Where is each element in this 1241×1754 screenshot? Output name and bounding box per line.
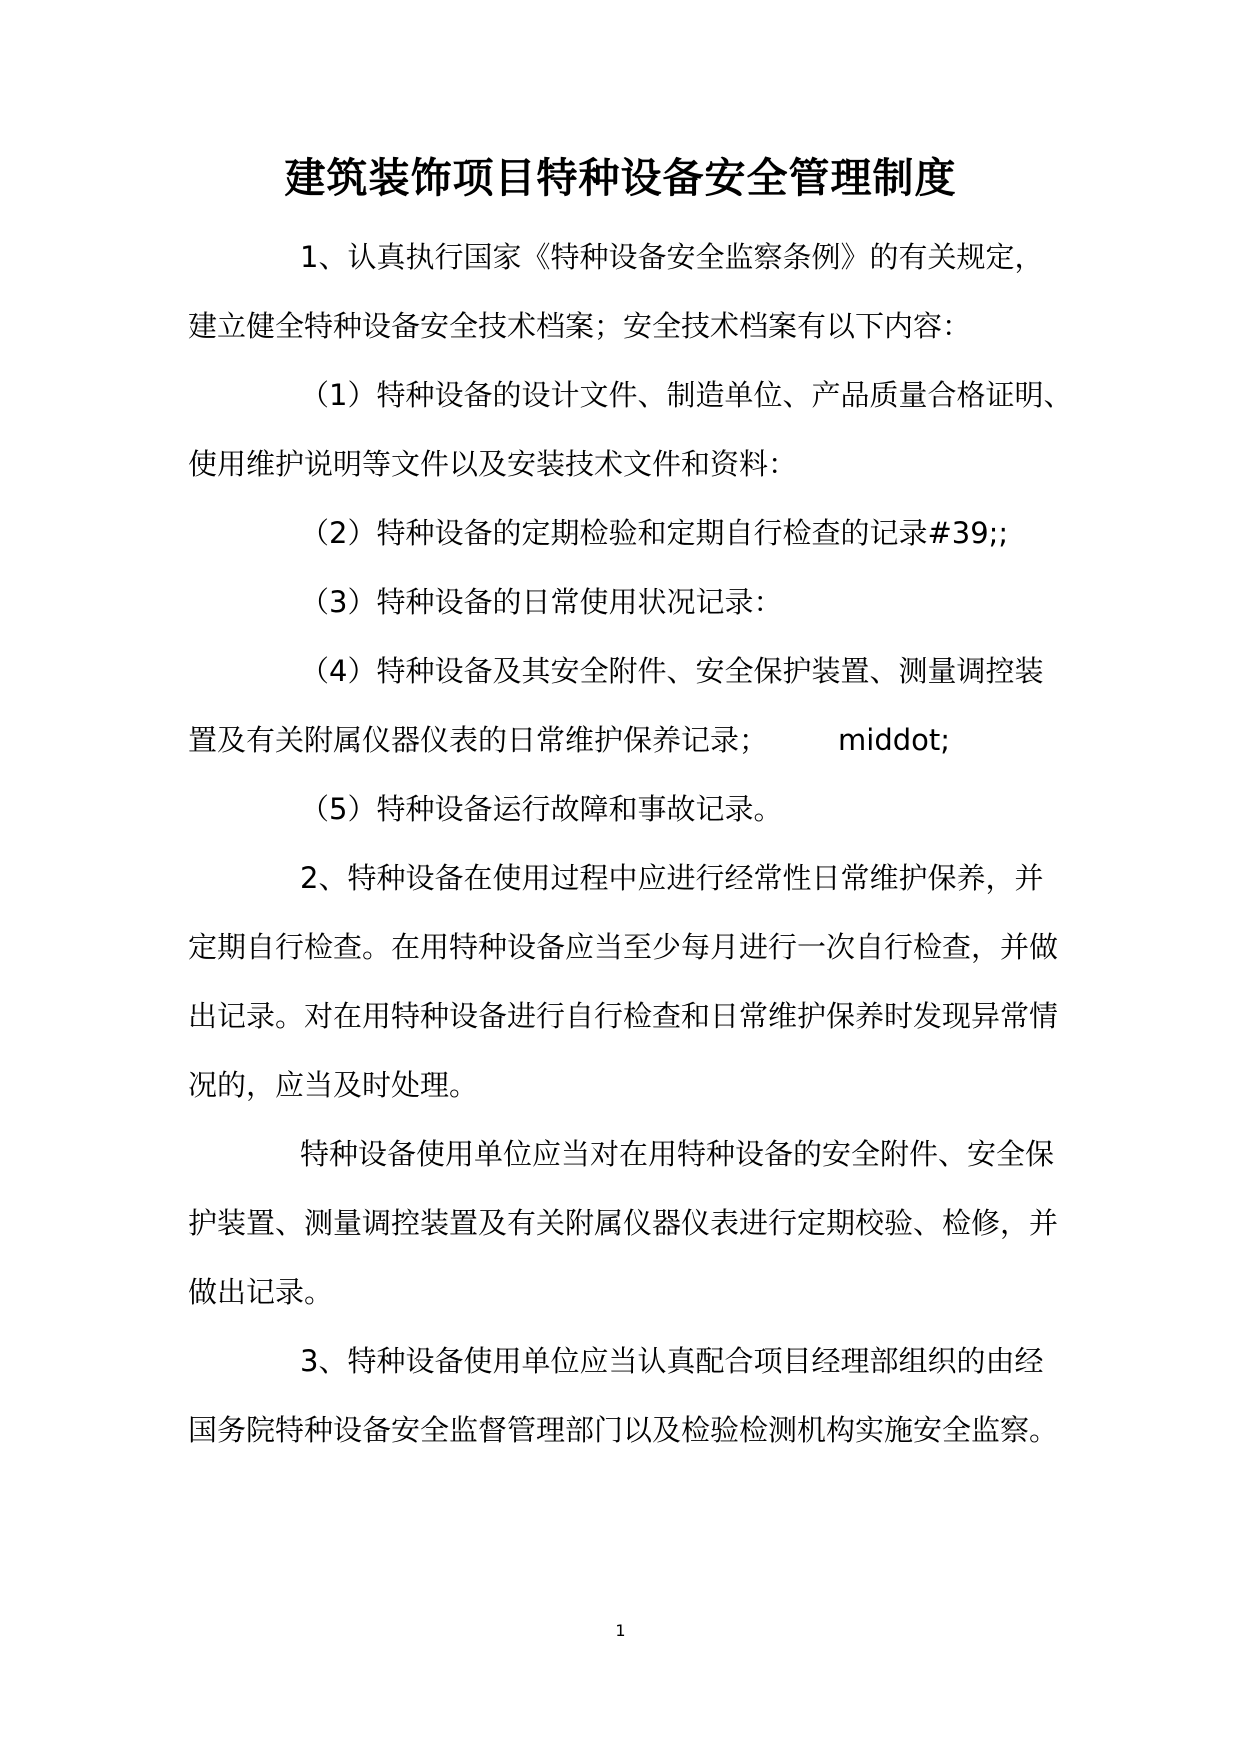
paragraph-line: 况的，应当及时处理。 <box>188 1068 479 1102</box>
paragraph-line: 国务院特种设备安全监督管理部门以及检验检测机构实施安全监察。 <box>188 1413 1059 1447</box>
paragraph-line-tail: middot; <box>838 723 951 757</box>
paragraph-line: （3）特种设备的日常使用状况记录： <box>300 585 783 619</box>
paragraph-line: （5）特种设备运行故障和事故记录。 <box>300 792 783 826</box>
page-number: 1 <box>615 1621 626 1640</box>
paragraph-line: 特种设备使用单位应当对在用特种设备的安全附件、安全保 <box>300 1137 1055 1171</box>
paragraph-line: 出记录。对在用特种设备进行自行检查和日常维护保养时发现异常情 <box>188 999 1059 1033</box>
paragraph-line: （4）特种设备及其安全附件、安全保护装置、测量调控装 <box>300 654 1044 688</box>
paragraph-line: （1）特种设备的设计文件、制造单位、产品质量合格证明、 <box>300 378 1073 412</box>
paragraph-line: 3、特种设备使用单位应当认真配合项目经理部组织的由经 <box>300 1344 1044 1378</box>
paragraph-line: 做出记录。 <box>188 1275 334 1309</box>
document-title: 建筑装饰项目特种设备安全管理制度 <box>284 154 957 202</box>
paragraph-line: 护装置、测量调控装置及有关附属仪器仪表进行定期校验、检修，并 <box>188 1206 1059 1240</box>
paragraph-line: 建立健全特种设备安全技术档案；安全技术档案有以下内容： <box>188 309 972 343</box>
paragraph-line-text: 置及有关附属仪器仪表的日常维护保养记录； <box>188 723 769 757</box>
paragraph-line: 1、认真执行国家《特种设备安全监察条例》的有关规定， <box>300 240 1044 274</box>
paragraph-line <box>188 719 1068 761</box>
paragraph-line: 使用维护说明等文件以及安装技术文件和资料： <box>188 447 798 481</box>
paragraph-line: （2）特种设备的定期检验和定期自行检查的记录#39;; <box>300 516 1009 550</box>
paragraph-line: 2、特种设备在使用过程中应进行经常性日常维护保养，并 <box>300 861 1044 895</box>
paragraph-line: 定期自行检查。在用特种设备应当至少每月进行一次自行检查，并做 <box>188 930 1059 964</box>
